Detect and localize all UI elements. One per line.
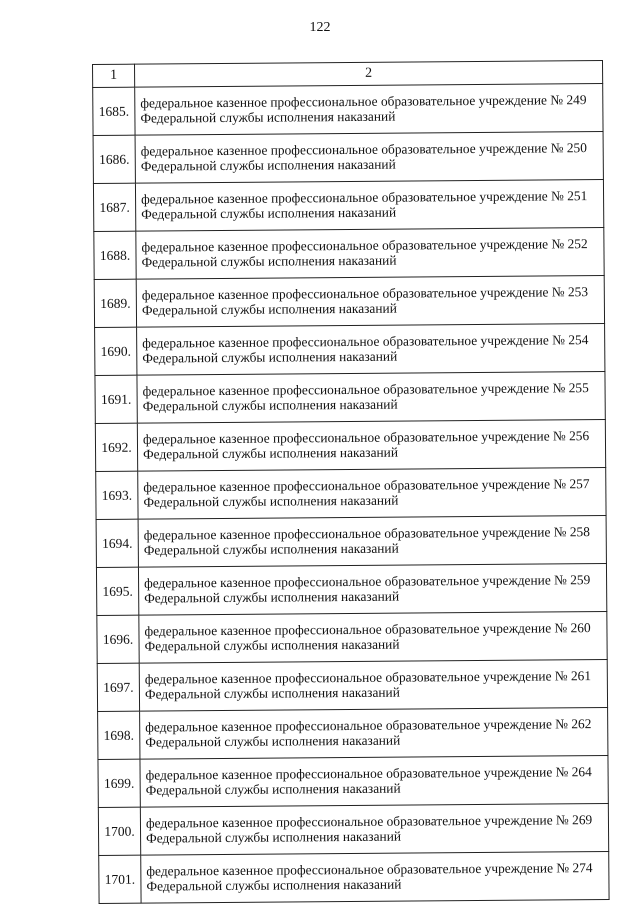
institution-name-line-2: Федеральной службы исполнения наказаний — [145, 780, 401, 798]
institution-name-line-2: Федеральной службы исполнения наказаний — [143, 540, 399, 558]
institution-name — [138, 563, 606, 615]
institution-name-line-2: Федеральной службы исполнения наказаний — [140, 108, 396, 126]
table-row — [95, 371, 605, 423]
table-row — [97, 611, 607, 663]
institution-name-line-2: Федеральной службы исполнения наказаний — [140, 156, 396, 174]
institution-name-line-2: Федеральной службы исполнения наказаний — [143, 444, 399, 462]
row-number: 1694. — [96, 519, 138, 567]
header-col-2: 2 — [135, 60, 603, 87]
institution-name-line-1: федеральное казенное профессиональное образовательное учреждение № 274 — [146, 860, 593, 879]
institution-name-line-2: Федеральной службы исполнения наказаний — [144, 588, 400, 606]
table-row — [98, 707, 608, 759]
row-number: 1689. — [94, 279, 136, 327]
row-number: 1685. — [93, 87, 135, 135]
row-number: 1687. — [93, 183, 135, 231]
institution-name-line-1: федеральное казенное профессиональное образовательное учреждение № 251 — [141, 188, 588, 207]
institution-name-line-2: Федеральной службы исполнения наказаний — [144, 684, 400, 702]
row-number: 1701. — [99, 855, 141, 903]
table-row — [93, 83, 603, 135]
institution-name — [137, 323, 605, 375]
institution-name-line-2: Федеральной службы исполнения наказаний — [142, 396, 398, 414]
institution-name — [137, 419, 605, 471]
table-row — [96, 467, 606, 519]
page-number: 122 — [309, 20, 331, 35]
row-number: 1695. — [96, 567, 138, 615]
table-row — [94, 275, 604, 327]
table-body — [93, 60, 610, 903]
table-row — [93, 131, 603, 183]
table-row — [99, 851, 609, 903]
institution-name-line-1: федеральное казенное профессиональное образовательное учреждение № 257 — [143, 476, 590, 495]
institution-name-line-1: федеральное казенное профессиональное образовательное учреждение № 252 — [141, 236, 588, 255]
row-number: 1700. — [98, 807, 140, 855]
header-col-1: 1 — [93, 64, 135, 87]
institution-name-line-1: федеральное казенное профессиональное образовательное учреждение № 269 — [145, 812, 593, 831]
institution-name-line-1: федеральное казенное профессиональное образовательное учреждение № 253 — [141, 284, 589, 303]
institution-name-line-1: федеральное казенное профессиональное образовательное учреждение № 259 — [144, 572, 591, 591]
table-row — [93, 179, 603, 231]
institution-name — [140, 803, 608, 855]
institution-name — [139, 611, 607, 663]
table-row — [94, 227, 604, 279]
table-row — [97, 659, 607, 711]
table-row — [95, 419, 605, 471]
institution-name-line-2: Федеральной службы исполнения наказаний — [141, 204, 397, 222]
institution-name-line-2: Федеральной службы исполнения наказаний — [144, 636, 400, 654]
institution-name — [140, 755, 608, 807]
row-number: 1691. — [95, 375, 137, 423]
institution-name-line-1: федеральное казенное профессиональное образовательное учреждение № 264 — [145, 764, 592, 783]
institution-name — [137, 371, 605, 423]
institution-name-line-2: Федеральной службы исполнения наказаний — [142, 348, 398, 366]
row-number: 1690. — [95, 327, 137, 375]
institution-name — [135, 179, 603, 231]
row-number: 1686. — [93, 135, 135, 183]
table-row — [95, 323, 605, 375]
institution-name-line-1: федеральное казенное профессиональное образовательное учреждение № 260 — [144, 620, 591, 639]
institution-name — [135, 83, 603, 135]
institution-name — [141, 851, 609, 903]
institution-name — [136, 275, 604, 327]
institution-name-line-1: федеральное казенное профессиональное образовательное учреждение № 261 — [144, 668, 592, 687]
institution-name — [136, 227, 604, 279]
institution-name-line-2: Федеральной службы исполнения наказаний — [143, 492, 399, 510]
institution-name — [138, 467, 606, 519]
institution-name — [138, 515, 606, 567]
table-row — [98, 755, 608, 807]
institution-name-line-2: Федеральной службы исполнения наказаний — [146, 828, 402, 846]
row-number: 1698. — [98, 711, 140, 759]
table-row — [98, 803, 608, 855]
institution-name-line-1: федеральное казенное профессиональное образовательное учреждение № 250 — [140, 140, 587, 159]
institution-name-line-1: федеральное казенное профессиональное образовательное учреждение № 249 — [140, 92, 587, 111]
institution-name-line-2: Федеральной службы исполнения наказаний — [145, 732, 401, 750]
institution-name — [135, 131, 603, 183]
row-number: 1688. — [94, 231, 136, 279]
row-number: 1696. — [97, 615, 139, 663]
row-number: 1699. — [98, 759, 140, 807]
institution-name-line-1: федеральное казенное профессиональное образовательное учреждение № 258 — [143, 524, 590, 543]
row-number: 1697. — [97, 663, 139, 711]
table-row — [96, 563, 606, 615]
row-number: 1693. — [96, 471, 138, 519]
institution-name — [140, 707, 608, 759]
institution-name — [139, 659, 607, 711]
institution-name-line-1: федеральное казенное профессиональное образовательное учреждение № 254 — [142, 332, 589, 351]
institution-name-line-1: федеральное казенное профессиональное образовательное учреждение № 256 — [142, 428, 590, 447]
institution-name-line-1: федеральное казенное профессиональное образовательное учреждение № 262 — [145, 716, 592, 735]
institution-name-line-1: федеральное казенное профессиональное образовательное учреждение № 255 — [142, 380, 589, 399]
row-number: 1692. — [95, 423, 137, 471]
institution-name-line-2: Федеральной службы исполнения наказаний — [141, 252, 397, 270]
institution-name-line-2: Федеральной службы исполнения наказаний — [141, 300, 397, 318]
institution-name-line-2: Федеральной службы исполнения наказаний — [146, 876, 402, 894]
table-row — [96, 515, 606, 567]
document-table — [92, 60, 610, 904]
